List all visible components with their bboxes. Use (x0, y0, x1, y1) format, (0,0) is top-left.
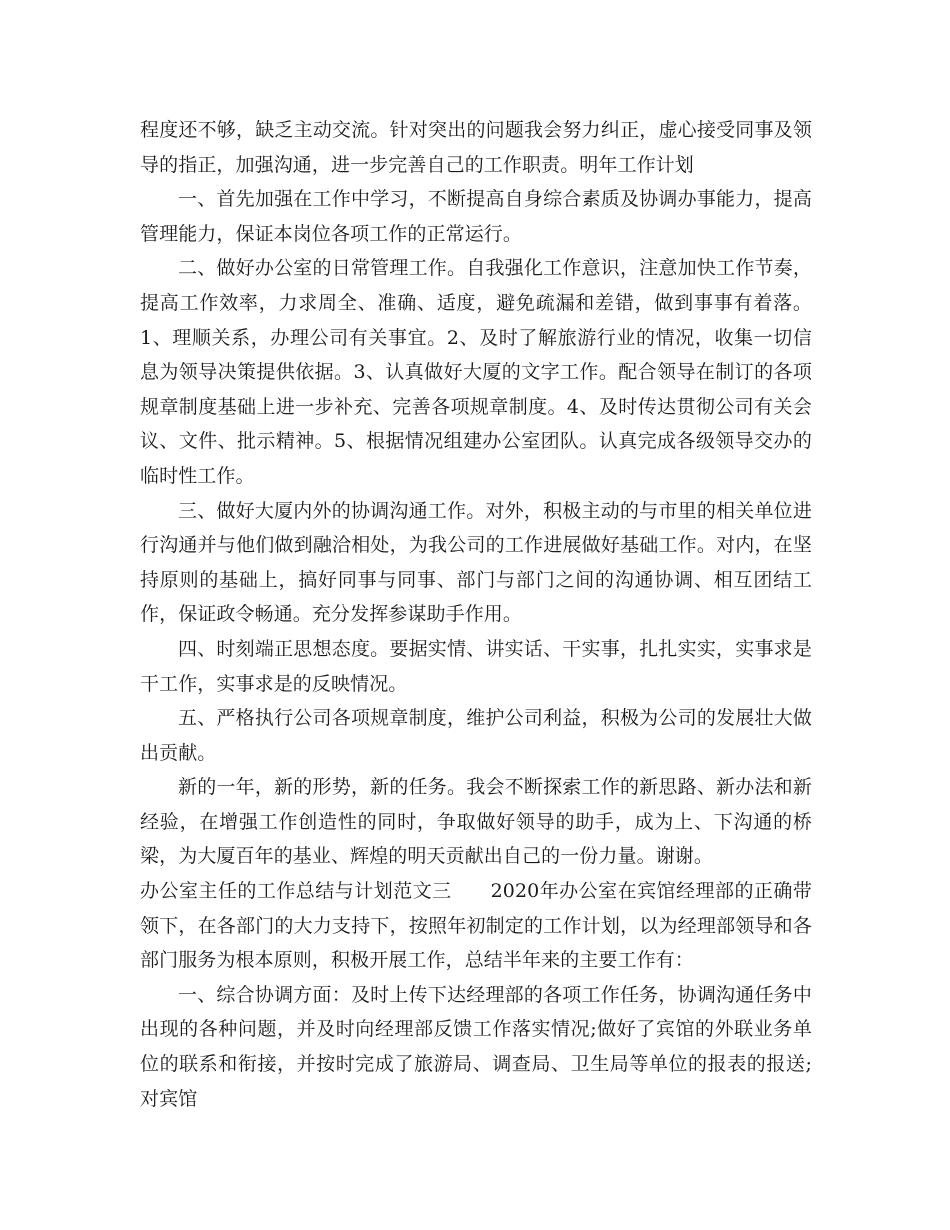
paragraph-1: 程度还不够，缺乏主动交流。针对突出的问题我会努力纠正，虚心接受同事及领导的指正，加强沟通，进一步完善自己的工作职责。明年工作计划 (140, 119, 812, 176)
paragraph-4: 三、做好大厦内外的协调沟通工作。对外，积极主动的与市里的相关单位进行沟通并与他们做到融洽相处，为我公司的工作进展做好基础工作。对内，在坚持原则的基础上，搞好同事与同事、部门与部门之间的沟通协调、相互团结工作，保证政令畅通。充分发挥参谋助手作用。 (140, 499, 812, 626)
paragraph-3: 二、做好办公室的日常管理工作。自我强化工作意识，注意加快工作节奏，提高工作效率，力求周全、准确、适度，避免疏漏和差错，做到事事有着落。1、理顺关系，办理公司有关事宜。2、及时了解旅游行业的情况，收集一切信息为领导决策提供依据。3、认真做好大厦的文字工作。配合领导在制订的各项规章制度基础上进一步补充、完善各项规章制度。4、及时传达贯彻公司有关会议、文件、批示精神。5、根据情况组建办公室团队。认真完成各级领导交办的临时性工作。 (140, 257, 812, 487)
paragraph-5: 四、时刻端正思想态度。要据实情、讲实话、干实事，扎扎实实，实事求是干工作，实事求是的反映情况。 (140, 637, 812, 695)
section-heading-paragraph: 办公室主任的工作总结与计划范文三 2020年办公室在宾馆经理部的正确带领下，在各部门的大力支持下，按照年初制定的工作计划，以为经理部领导和各部门服务为根本原则，积极开展工作，总结半年来的主要工作有： (140, 880, 812, 972)
document-page (140, 113, 812, 1116)
paragraph-2: 一、首先加强在工作中学习，不断提高自身综合素质及协调办事能力，提高管理能力，保证本岗位各项工作的正常运行。 (140, 188, 812, 245)
paragraph-7: 新的一年，新的形势，新的任务。我会不断探索工作的新思路、新办法和新经验，在增强工作创造性的同时，争取做好领导的助手，成为上、下沟通的桥梁，为大厦百年的基业、辉煌的明天贡献出自己的一份力量。谢谢。 (140, 776, 812, 868)
paragraph-9: 一、综合协调方面：及时上传下达经理部的各项工作任务，协调沟通任务中出现的各种问题，并及时向经理部反馈工作落实情况;做好了宾馆的外联业务单位的联系和衔接，并按时完成了旅游局、调查局、卫生局等单位的报表的报送;对宾馆 (140, 983, 812, 1110)
paragraph-6: 五、严格执行公司各项规章制度，维护公司利益，积极为公司的发展壮大做出贡献。 (140, 707, 812, 764)
